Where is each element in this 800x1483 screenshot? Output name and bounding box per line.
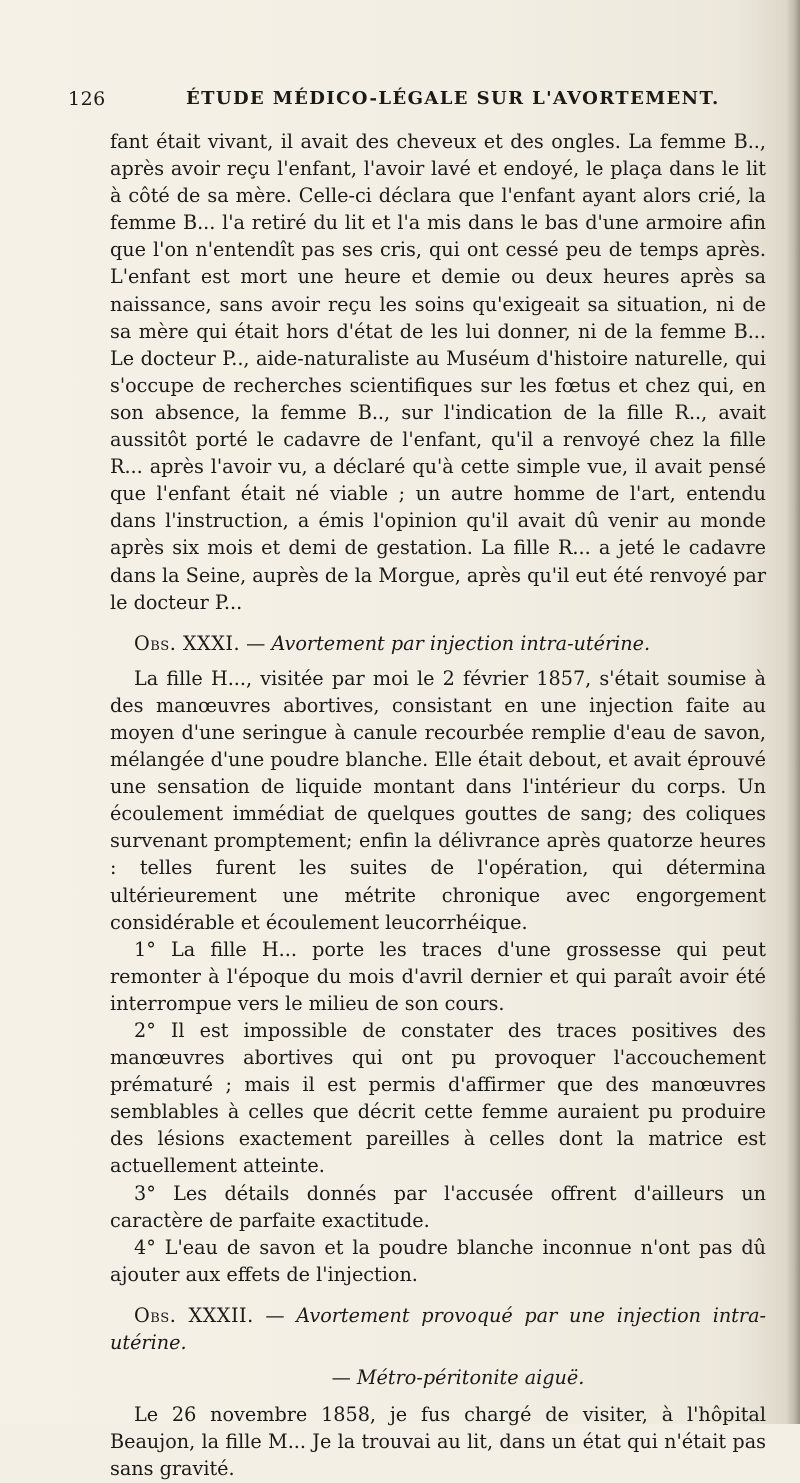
observation-label: Obs. XXXI.: [134, 631, 241, 655]
observation-dash: —: [240, 631, 272, 655]
observation-title: Avortement provoqué par une injection intra-utérine.: [110, 1303, 766, 1355]
observation-dash: —: [253, 1303, 297, 1327]
running-head: ÉTUDE MÉDICO-LÉGALE SUR L'AVORTEMENT.: [186, 88, 720, 109]
observation-heading: [110, 1302, 766, 1356]
list-item: 1° La fille H... porte les traces d'une grossesse qui peut remonter à l'époque du mois d'avril dernier et qui paraît avoir été interrompue vers le milieu de son cours.: [110, 937, 766, 1015]
observation-title: Avortement par injection intra-utérine.: [271, 631, 651, 655]
observation-heading: [110, 630, 766, 657]
list-item: 4° L'eau de savon et la poudre blanche inconnue n'ont pas dû ajouter aux effets de l'injection.: [110, 1235, 766, 1286]
page-header: [68, 88, 768, 122]
observation-label: Obs. XXXII.: [134, 1303, 254, 1327]
paragraph: fant était vivant, il avait des cheveux et des ongles. La femme B.., après avoir reçu l'enfant, l'avoir lavé et endoyé, le plaça dans le lit à côté de sa mère. Celle-ci déclara que l'enfant ayant alors crié, la femme B... l'a retiré du lit et l'a mis dans le bas d'une armoire afin que l'on n'entendît pas ses cris, qui ont cessé peu de temps après. L'enfant est mort une heure et demie ou deux heures après sa naissance, sans avoir reçu les soins qu'exigeait sa situation, ni de sa mère qui était hors d'état de les lui donner, ni de la femme B... Le docteur P.., aide-naturaliste au Muséum d'histoire naturelle, qui s'occupe de recherches scientifiques sur les fœtus et chez qui, en son absence, la femme B.., sur l'indication de la fille R.., avait aussitôt porté le cadavre de l'enfant, qu'il a renvoyé chez la fille R... après l'avoir vu, a déclaré qu'à cette simple vue, il avait pensé que l'enfant était né viable ; un autre homme de l'art, entendu dans l'instruction, a émis l'opinion qu'il avait dû venir au monde après six mois et demi de gestation. La fille R... a jeté le cadavre dans la Seine, auprès de la Morgue, après qu'il eut été renvoyé par le docteur P...: [110, 130, 766, 614]
paragraph: Le 26 novembre 1858, je fus chargé de visiter, à l'hôpital Beaujon, la fille M... Je la trouvai au lit, dans un état qui n'était pas sans gravité.: [110, 1403, 766, 1481]
observation-subtitle: — Métro-péritonite aiguë.: [331, 1366, 585, 1390]
paragraph: La fille H..., visitée par moi le 2 février 1857, s'était soumise à des manœuvres abortives, consistant en une injection faite au moyen d'une seringue à canule recourbée remplie d'eau de savon, mélangée d'une poudre blanche. Elle était debout, et avait éprouvé une sensation de liquide montant dans l'intérieur du corps. Un écoulement immédiat de quelques gouttes de sang; des coliques survenant promptement; enfin la délivrance après quatorze heures : telles furent les suites de l'opération, qui détermina ultérieurement une métrite chronique avec engorgement considérable et écoulement leucorrhéique.: [110, 666, 766, 934]
text-body: [110, 128, 766, 1483]
list-item: 2° Il est impossible de constater des traces positives des manœuvres abortives qui ont pu provoquer l'accouchement prématuré ; mais il est permis d'affirmer que des manœuvres semblables à celles que décrit cette femme auraient pu produire des lésions exactement pareilles à celles dont la matrice est actuellement atteinte.: [110, 1019, 766, 1178]
page-number: 126: [68, 88, 106, 110]
list-item: 3° Les détails donnés par l'accusée offrent d'ailleurs un caractère de parfaite exactitude.: [110, 1181, 766, 1232]
page-edge-shadow: [786, 0, 800, 1424]
